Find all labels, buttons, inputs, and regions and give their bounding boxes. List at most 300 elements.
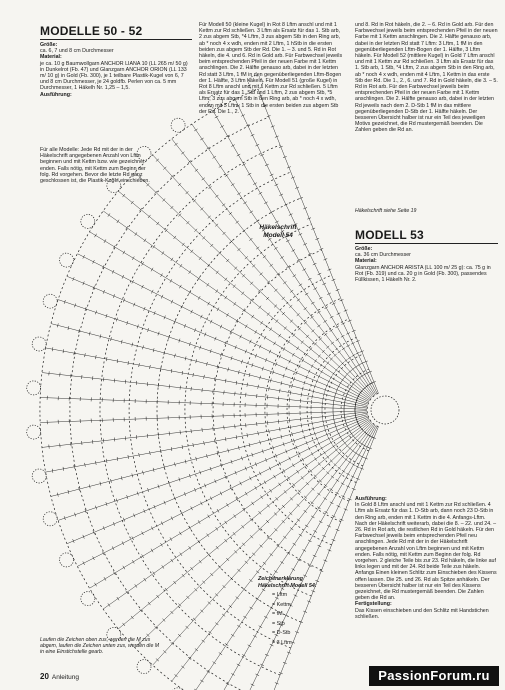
- stitch-mark: [318, 355, 321, 358]
- stitch-mark: [171, 559, 173, 562]
- stitch-mark: [122, 275, 124, 279]
- stitch-mark: [301, 393, 302, 397]
- stitch-mark: [247, 383, 248, 387]
- stitch-mark: [182, 445, 183, 449]
- stitch-mark: [131, 616, 134, 619]
- stitch-mark: [318, 462, 321, 465]
- stitch-mark: [229, 212, 232, 214]
- stitch-mark: [230, 487, 232, 491]
- stitch-mark: [311, 400, 312, 404]
- stitch-mark: [181, 512, 183, 516]
- stitch-mark: [313, 555, 317, 557]
- stitch-mark: [153, 245, 155, 248]
- scallop: [43, 512, 57, 526]
- legend-item-sc: = fM: [272, 611, 283, 617]
- stitch-mark: [181, 152, 184, 155]
- stitch-mark: [220, 325, 222, 329]
- stitch-mark: [351, 476, 355, 478]
- watermark: PassionForum.ru: [369, 666, 499, 686]
- stitch-mark: [270, 553, 273, 556]
- stitch-mark: [161, 522, 163, 526]
- stitch-mark: [240, 335, 242, 339]
- stitch-mark: [161, 295, 163, 299]
- stitch-mark: [161, 274, 163, 277]
- stitch-mark: [191, 310, 193, 314]
- stitch-mark: [264, 336, 266, 339]
- stitch-mark: [233, 532, 236, 535]
- divider: [355, 243, 498, 244]
- stitch-mark: [283, 536, 286, 539]
- stitch-mark: [225, 296, 227, 299]
- stitch-mark: [301, 423, 302, 427]
- stitch-mark: [231, 145, 234, 147]
- stitch-mark: [135, 232, 137, 235]
- stitch-mark: [170, 279, 172, 282]
- stitch-mark: [341, 483, 345, 485]
- material-text: Glanzgarn ANCHOR ARISTA (LL 100 m/ 25 g): ca. 75 g in Rot (Fb. 319) und ca. 20 g in Gold (Fb. 300), passendes Füllkissen, 1 Häkelh Nr. 2.: [355, 264, 493, 284]
- stitch-mark: [171, 300, 173, 304]
- stitch-mark: [348, 357, 351, 359]
- stitch-mark: [301, 476, 304, 479]
- stitch-mark: [341, 438, 343, 441]
- stitch-mark: [279, 462, 281, 466]
- stitch-mark: [335, 326, 339, 328]
- stitch-mark: [249, 579, 252, 582]
- stitch-mark: [332, 372, 334, 375]
- stitch-mark: [217, 308, 219, 311]
- see-page-note: Häkelschrift siehe Seite 19: [355, 208, 417, 214]
- stitch-mark: [171, 369, 172, 373]
- stitch-mark: [191, 387, 192, 391]
- stitch-mark: [224, 426, 225, 430]
- stitch-mark: [215, 195, 218, 197]
- legend-item-chain: = Lftm: [272, 592, 288, 598]
- stitch-mark: [361, 362, 365, 364]
- stitch-mark: [108, 213, 110, 216]
- stitch-mark: [338, 351, 341, 354]
- stitch-mark: [236, 221, 239, 224]
- stitch-mark: [277, 545, 280, 547]
- stitch-mark: [117, 457, 118, 461]
- stitch-mark: [274, 475, 276, 478]
- stitch-mark: [297, 299, 300, 302]
- stitch-mark: [225, 437, 226, 441]
- stitch-mark: [201, 315, 203, 319]
- stitch-mark: [261, 321, 263, 324]
- stitch-mark: [142, 532, 144, 536]
- stitch-mark: [303, 550, 307, 552]
- stitch-mark: [225, 278, 228, 281]
- stitch-mark: [322, 535, 326, 537]
- stitch-mark: [270, 211, 274, 213]
- stitch-mark: [225, 174, 228, 176]
- stitch-spoke: [103, 211, 370, 400]
- stitch-mark: [341, 378, 343, 381]
- footer-label: Anleitung: [51, 674, 80, 681]
- stitch-mark: [357, 454, 360, 456]
- stitch-mark: [270, 328, 272, 331]
- stitch-mark: [191, 250, 194, 253]
- stitch-mark: [123, 251, 125, 254]
- stitch-mark: [151, 268, 153, 272]
- stitch-mark: [63, 467, 64, 471]
- stitch-mark: [290, 391, 291, 395]
- stitch-mark: [341, 335, 345, 337]
- stitch-mark: [74, 351, 75, 355]
- stitch-mark: [331, 342, 334, 345]
- stitch-mark: [303, 269, 307, 271]
- stitch-mark: [327, 455, 330, 458]
- stitch-mark: [261, 496, 263, 499]
- stitch-mark: [165, 588, 168, 591]
- stitch-mark: [213, 662, 216, 664]
- stitch-mark: [280, 561, 283, 563]
- stitch-mark: [339, 435, 341, 439]
- stitch-mark: [71, 374, 72, 378]
- stitch-mark: [255, 330, 257, 333]
- stitch-mark: [324, 498, 327, 500]
- stitch-mark: [179, 532, 181, 535]
- stitch-mark: [345, 458, 348, 461]
- stitch-spoke: [78, 254, 370, 402]
- stitch-mark: [252, 502, 254, 505]
- size-text: ca. 6, 7 und 8 cm Durchmesser: [40, 48, 114, 55]
- stitch-mark: [260, 154, 264, 156]
- stitch-mark: [171, 447, 172, 451]
- stitch-mark: [93, 260, 95, 264]
- stitch-mark: [198, 296, 200, 300]
- stitch-mark: [181, 666, 184, 669]
- stitch-mark: [85, 353, 86, 357]
- stitch-mark: [122, 541, 124, 545]
- stitch-mark: [253, 183, 257, 185]
- stitch-mark: [279, 483, 281, 486]
- stitch-spoke: [213, 111, 376, 395]
- stitch-mark: [182, 243, 185, 246]
- stitch-mark: [275, 184, 279, 186]
- legend-title-2: Häkelschrift Modell 54:: [258, 582, 317, 589]
- stitch-mark: [269, 387, 270, 391]
- stitch-mark: [180, 553, 182, 556]
- stitch-mark: [175, 674, 178, 677]
- stitch-mark: [318, 545, 322, 547]
- stitch-mark: [289, 418, 290, 422]
- stitch-mark: [319, 521, 322, 523]
- scallop: [137, 660, 151, 674]
- stitch-mark: [332, 445, 334, 448]
- stitch-mark: [289, 398, 290, 402]
- chart-label-line1: Häkelschrift: [259, 224, 297, 231]
- stitch-mark: [284, 490, 287, 493]
- stitch-spoke: [153, 155, 373, 397]
- stitch-mark: [162, 565, 164, 568]
- stitch-mark: [189, 271, 191, 274]
- stitch-mark: [322, 283, 326, 285]
- stitch-mark: [288, 476, 290, 479]
- stitch-mark: [220, 126, 224, 128]
- stitch-mark: [243, 588, 246, 591]
- stitch-spoke: [78, 418, 370, 566]
- model-53-instructions: [355, 496, 498, 620]
- stitch-mark: [299, 365, 301, 369]
- stitch-mark: [165, 229, 168, 232]
- stitch-mark: [123, 623, 126, 626]
- stitch-mark: [311, 416, 312, 420]
- stitch-mark: [220, 492, 222, 496]
- stitch-mark: [304, 510, 307, 512]
- stitch-mark: [345, 359, 348, 362]
- stitch-mark: [237, 154, 240, 156]
- stitch-mark: [144, 239, 146, 242]
- stitch-mark: [131, 201, 134, 204]
- stitch-spoke: [135, 172, 372, 397]
- stitch-mark: [259, 192, 262, 194]
- stitch-mark: [339, 381, 341, 385]
- stitch-mark: [113, 572, 115, 575]
- stitch-mark: [332, 303, 336, 305]
- stitch-mark: [231, 184, 234, 186]
- stitch-mark: [250, 607, 253, 609]
- stitch-mark: [210, 320, 212, 324]
- stitch-mark: [208, 302, 210, 305]
- stitch-mark: [208, 264, 211, 267]
- stitch-mark: [215, 377, 216, 381]
- stitch-mark: [151, 549, 153, 553]
- stitch-mark: [299, 452, 301, 456]
- stitch-mark: [215, 439, 216, 443]
- stitch-mark: [279, 427, 280, 431]
- stitch-mark: [286, 240, 290, 242]
- stitch-mark: [330, 329, 333, 331]
- stitch-mark: [348, 461, 351, 463]
- stitch-mark: [83, 561, 85, 565]
- stitch-mark: [236, 435, 237, 439]
- stitch-mark: [304, 307, 307, 309]
- stitch-mark: [311, 316, 314, 319]
- stitch-mark: [242, 292, 245, 295]
- stitch-mark: [334, 417, 335, 421]
- stitch-mark: [297, 519, 300, 522]
- stitch-mark: [102, 551, 104, 555]
- execution-label: Ausführung:: [355, 496, 387, 502]
- stitch-mark: [342, 496, 346, 498]
- stitch-mark: [106, 459, 107, 463]
- stitch-mark: [236, 597, 239, 600]
- stitch-mark: [171, 258, 173, 261]
- stitch-mark: [263, 256, 266, 259]
- stitch-mark: [283, 281, 286, 284]
- stitch-mark: [280, 256, 283, 258]
- stitch-mark: [338, 467, 341, 470]
- stitch-mark: [327, 362, 330, 365]
- stitch-mark: [323, 366, 325, 369]
- stitch-mark: [140, 208, 143, 211]
- stitch-mark: [292, 250, 295, 252]
- stitch-mark: [193, 443, 194, 447]
- stitch-mark: [305, 464, 307, 467]
- stitch-mark: [237, 664, 240, 666]
- stitch-mark: [274, 342, 276, 345]
- stitch-mark: [288, 340, 290, 343]
- stitch-mark: [335, 492, 339, 494]
- stitch-mark: [234, 302, 236, 305]
- stitch-mark: [327, 293, 331, 295]
- stitch-mark: [279, 355, 281, 359]
- stitch-mark: [106, 357, 107, 361]
- stitch-mark: [317, 493, 320, 495]
- stitch-mark: [301, 341, 304, 344]
- stitch-mark: [225, 643, 228, 645]
- stitch-mark: [311, 364, 313, 367]
- stitch-mark: [344, 441, 347, 444]
- stitch-mark: [256, 247, 259, 250]
- stitch-mark: [225, 379, 226, 383]
- scallop: [27, 425, 41, 439]
- stitch-mark: [224, 391, 225, 395]
- stitch-mark: [284, 204, 288, 206]
- divider: [40, 39, 192, 40]
- stitch-mark: [314, 457, 316, 460]
- stitch-mark: [123, 194, 126, 197]
- stitch-mark: [128, 361, 129, 365]
- stitch-mark: [199, 560, 202, 563]
- stitch-mark: [222, 204, 225, 207]
- page-footer: [40, 672, 79, 681]
- instructions-middle: Für Modell 50 (kleine Kugel) in Rot 8 Lftm anschl und mit 1 Kettm zur Rd schließen. 3 Lftm als Ersatz für das 1. Stb arb, 2 zus abgem Stb, *4 Lftm, 3 zus abgem Stb in den Ring arb, ab * noch 4 x wdh, enden mit 2 Lftm, 1 hStb in die ersten beiden zus abgem Stb der Rd. Die 1. – 3. und 5. Rd in Rot häkeln, die 4. und 6. Rd in Gold arb. Für Farbwechsel jeweils beim entsprechenden Pfeil in der neuen Farbe mit 1 Kettm anschlingen. Die 2. Hälfte genauso arb, dabei in der letzten Rd statt 3 Lftm, 1 fM in den gegenüberliegenden Lftm-Bogen der 1. Hälfte, 3 Lftm häkeln. Für Modell 51 (große Kugel) in Rot 8 Lftm anschl und mit 1 Kettm zur Rd schließen. 5 Lftm als Ersatz für das 1. Stb und 1 Lftm, 2 zus abgem Stb, *5 Lftm, 3 zus abgem Stb in den Ring arb, ab * noch 4 x wdh, enden mit 5 Lftm, 1 Stb in die ersten beiden zus abgem Stb der Rd. Die 1., 2.: [199, 22, 343, 115]
- stitch-mark: [250, 477, 252, 481]
- stitch-mark: [297, 470, 299, 473]
- stitch-mark: [302, 359, 304, 362]
- stitch-mark: [314, 288, 318, 290]
- scallop: [32, 469, 46, 483]
- stitch-mark: [216, 271, 219, 274]
- stitch-mark: [157, 595, 160, 598]
- stitch-mark: [274, 571, 277, 573]
- stitch-mark: [259, 345, 261, 349]
- legend-item-slip-stitch: = Kettm: [272, 601, 291, 608]
- stitch-mark: [128, 455, 129, 459]
- stitch-mark: [194, 129, 197, 131]
- stitch-mark: [305, 525, 308, 527]
- stitch-mark: [199, 257, 202, 260]
- stitch-mark: [160, 367, 161, 371]
- stitch-mark: [279, 334, 281, 337]
- stitch-mark: [303, 243, 307, 245]
- stitch-mark: [289, 457, 291, 461]
- stitch-spoke: [213, 426, 376, 690]
- stitch-mark: [352, 464, 355, 466]
- stitch-mark: [222, 614, 225, 617]
- stitch-mark: [103, 439, 104, 443]
- stitch-mark: [259, 472, 261, 476]
- stitch-mark: [338, 385, 340, 389]
- stitch-mark: [171, 517, 173, 521]
- finish-label: Fertigstellung:: [355, 601, 392, 608]
- stitch-mark: [256, 220, 259, 222]
- stitch-mark: [325, 307, 328, 309]
- stitch-mark: [179, 285, 181, 288]
- stitch-mark: [182, 574, 185, 577]
- stitch-mark: [242, 525, 245, 528]
- stitch-mark: [208, 553, 211, 556]
- stitch-spoke: [58, 300, 368, 405]
- stitch-mark: [270, 264, 273, 267]
- stitch-mark: [139, 363, 140, 367]
- stitch-mark: [290, 528, 293, 530]
- stitch-mark: [104, 577, 106, 581]
- stitch-mark: [153, 572, 155, 575]
- stitch-mark: [245, 492, 247, 496]
- stitch-mark: [327, 525, 331, 527]
- stitch-mark: [313, 263, 317, 265]
- stitch-mark: [346, 333, 350, 335]
- stitch-mark: [142, 262, 144, 266]
- stitch-mark: [242, 654, 246, 656]
- stitch-mark: [330, 441, 332, 444]
- stitch-mark: [207, 283, 209, 286]
- stitch-mark: [338, 432, 340, 436]
- stitch-spoke: [40, 398, 367, 410]
- stitch-mark: [293, 543, 296, 545]
- stitch-mark: [219, 653, 222, 655]
- stitch-mark: [311, 302, 314, 304]
- stitch-mark: [292, 464, 294, 468]
- stitch-mark: [240, 482, 242, 486]
- stitch-mark: [213, 156, 216, 158]
- stitch-mark: [95, 234, 97, 238]
- stitch-mark: [253, 635, 257, 637]
- stitch-mark: [259, 511, 262, 514]
- stitch-mark: [170, 537, 172, 540]
- stitch-mark: [52, 347, 53, 351]
- stitch-mark: [255, 486, 257, 489]
- stitch-mark: [191, 429, 192, 433]
- model-50-52-title: MODELLE 50 - 52: [40, 24, 143, 38]
- stitch-mark: [354, 366, 357, 368]
- legend-item-3ch: = 3 Lftm: [272, 639, 292, 646]
- stitch-mark: [361, 456, 365, 458]
- stitch-mark: [250, 299, 253, 302]
- scallop: [32, 337, 46, 351]
- stitch-mark: [257, 394, 258, 398]
- stitch-mark: [175, 143, 178, 146]
- stitch-mark: [123, 566, 125, 569]
- stitch-mark: [216, 546, 219, 549]
- stitch-mark: [234, 515, 236, 518]
- stitch-mark: [324, 484, 327, 487]
- stitch-mark: [351, 368, 354, 371]
- stitch-mark: [269, 350, 271, 354]
- stitch-mark: [132, 560, 134, 563]
- stitch-mark: [293, 275, 296, 277]
- stitch-mark: [243, 616, 246, 618]
- stitch-mark: [210, 497, 212, 501]
- stitch-mark: [229, 605, 232, 607]
- stitch-mark: [311, 516, 314, 518]
- stitch-mark: [299, 284, 302, 286]
- stitch-mark: [207, 534, 209, 537]
- stitch-mark: [335, 448, 338, 451]
- stitch-mark: [257, 422, 258, 426]
- stitch-mark: [305, 353, 307, 356]
- stitch-mark: [231, 673, 234, 675]
- stitch-mark: [335, 369, 338, 372]
- stitch-mark: [331, 476, 334, 479]
- stitch-mark: [321, 370, 323, 373]
- stitch-mark: [95, 583, 97, 587]
- stitch-spoke: [192, 124, 375, 395]
- stitch-mark: [193, 373, 194, 377]
